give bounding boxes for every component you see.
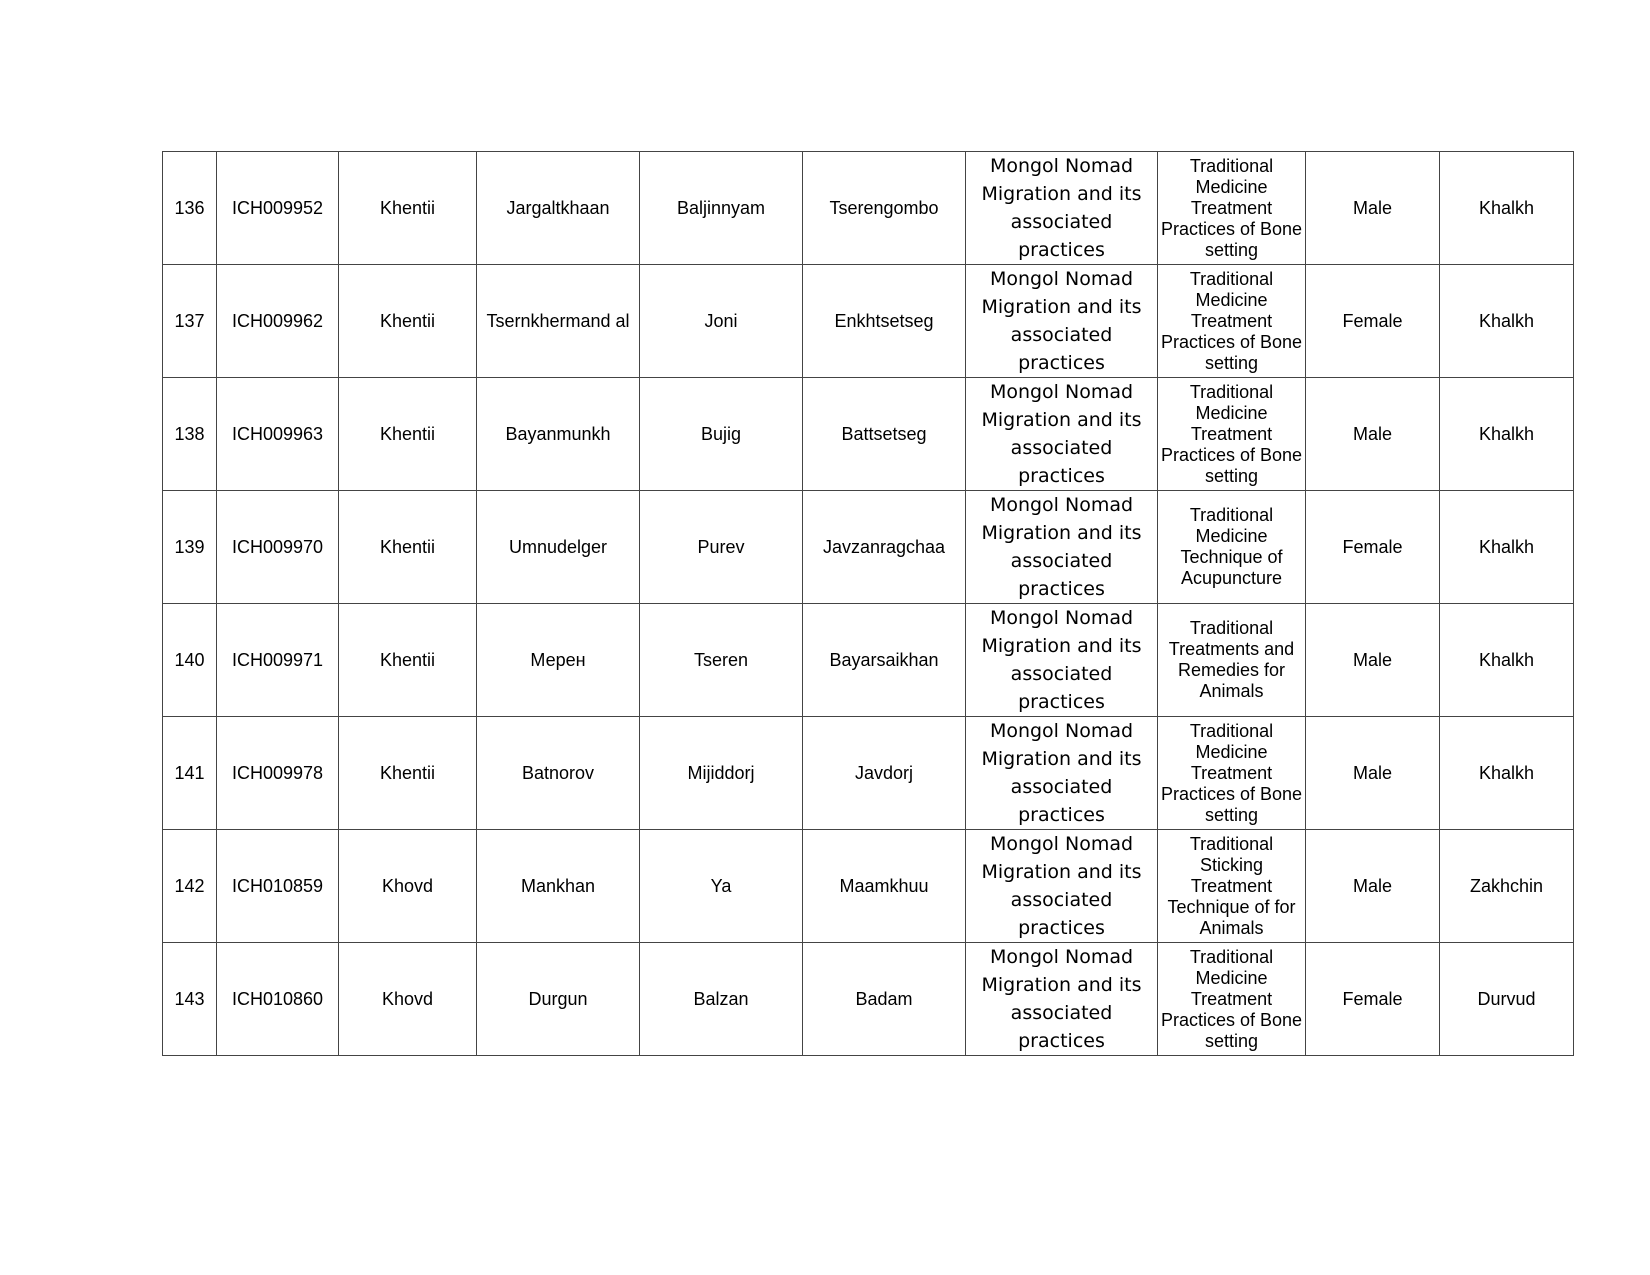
province-cell: Khentii bbox=[339, 265, 477, 378]
province-cell: Khovd bbox=[339, 943, 477, 1056]
element-cell: Mongol Nomad Migration and its associated practices bbox=[966, 943, 1158, 1056]
ethnicity-cell: Khalkh bbox=[1440, 604, 1574, 717]
registration-id-cell: ICH009952 bbox=[217, 152, 339, 265]
registration-id-cell: ICH009963 bbox=[217, 378, 339, 491]
row-number-cell: 142 bbox=[163, 830, 217, 943]
gender-cell: Female bbox=[1306, 491, 1440, 604]
element-cell: Mongol Nomad Migration and its associated practices bbox=[966, 265, 1158, 378]
gender-cell: Male bbox=[1306, 152, 1440, 265]
family-name-cell: Bayarsaikhan bbox=[803, 604, 966, 717]
table-row bbox=[163, 943, 1574, 1056]
family-name-cell: Tserengombo bbox=[803, 152, 966, 265]
ethnicity-cell: Khalkh bbox=[1440, 717, 1574, 830]
ethnicity-cell: Khalkh bbox=[1440, 152, 1574, 265]
gender-cell: Male bbox=[1306, 378, 1440, 491]
province-cell: Khentii bbox=[339, 152, 477, 265]
row-number-cell: 136 bbox=[163, 152, 217, 265]
element-cell: Mongol Nomad Migration and its associated practices bbox=[966, 491, 1158, 604]
row-number-cell: 140 bbox=[163, 604, 217, 717]
element-cell: Mongol Nomad Migration and its associated practices bbox=[966, 604, 1158, 717]
row-number-cell: 141 bbox=[163, 717, 217, 830]
element-cell: Mongol Nomad Migration and its associated practices bbox=[966, 378, 1158, 491]
ethnicity-cell: Khalkh bbox=[1440, 378, 1574, 491]
family-name-cell: Badam bbox=[803, 943, 966, 1056]
given-name-cell: Baljinnyam bbox=[640, 152, 803, 265]
given-name-cell: Balzan bbox=[640, 943, 803, 1056]
table-body bbox=[163, 152, 1574, 1056]
family-name-cell: Enkhtsetseg bbox=[803, 265, 966, 378]
registration-id-cell: ICH009962 bbox=[217, 265, 339, 378]
family-name-cell: Javzanragchaa bbox=[803, 491, 966, 604]
soum-cell: Tsernkhermand al bbox=[477, 265, 640, 378]
province-cell: Khentii bbox=[339, 604, 477, 717]
domain-cell: Traditional Treatments and Remedies for Animals bbox=[1158, 604, 1306, 717]
soum-cell: Umnudelger bbox=[477, 491, 640, 604]
ethnicity-cell: Durvud bbox=[1440, 943, 1574, 1056]
table-row bbox=[163, 491, 1574, 604]
given-name-cell: Joni bbox=[640, 265, 803, 378]
table-row bbox=[163, 265, 1574, 378]
table-row bbox=[163, 717, 1574, 830]
family-name-cell: Battsetseg bbox=[803, 378, 966, 491]
given-name-cell: Purev bbox=[640, 491, 803, 604]
table-row bbox=[163, 604, 1574, 717]
domain-cell: Traditional Medicine Technique of Acupuncture bbox=[1158, 491, 1306, 604]
registration-id-cell: ICH009971 bbox=[217, 604, 339, 717]
ethnicity-cell: Zakhchin bbox=[1440, 830, 1574, 943]
domain-cell: Traditional Medicine Treatment Practices of Bone setting bbox=[1158, 378, 1306, 491]
given-name-cell: Bujig bbox=[640, 378, 803, 491]
table-row bbox=[163, 378, 1574, 491]
province-cell: Khentii bbox=[339, 717, 477, 830]
domain-cell: Traditional Medicine Treatment Practices of Bone setting bbox=[1158, 152, 1306, 265]
row-number-cell: 143 bbox=[163, 943, 217, 1056]
given-name-cell: Mijiddorj bbox=[640, 717, 803, 830]
registration-id-cell: ICH010860 bbox=[217, 943, 339, 1056]
soum-cell: Мерен bbox=[477, 604, 640, 717]
gender-cell: Female bbox=[1306, 943, 1440, 1056]
table-row bbox=[163, 152, 1574, 265]
domain-cell: Traditional Medicine Treatment Practices of Bone setting bbox=[1158, 717, 1306, 830]
province-cell: Khovd bbox=[339, 830, 477, 943]
domain-cell: Traditional Sticking Treatment Technique of for Animals bbox=[1158, 830, 1306, 943]
province-cell: Khentii bbox=[339, 491, 477, 604]
bearers-table bbox=[162, 151, 1574, 1056]
given-name-cell: Tseren bbox=[640, 604, 803, 717]
row-number-cell: 139 bbox=[163, 491, 217, 604]
domain-cell: Traditional Medicine Treatment Practices of Bone setting bbox=[1158, 943, 1306, 1056]
province-cell: Khentii bbox=[339, 378, 477, 491]
row-number-cell: 138 bbox=[163, 378, 217, 491]
soum-cell: Mankhan bbox=[477, 830, 640, 943]
gender-cell: Female bbox=[1306, 265, 1440, 378]
element-cell: Mongol Nomad Migration and its associated practices bbox=[966, 152, 1158, 265]
soum-cell: Bayanmunkh bbox=[477, 378, 640, 491]
registration-id-cell: ICH009970 bbox=[217, 491, 339, 604]
given-name-cell: Ya bbox=[640, 830, 803, 943]
domain-cell: Traditional Medicine Treatment Practices of Bone setting bbox=[1158, 265, 1306, 378]
table-row bbox=[163, 830, 1574, 943]
gender-cell: Male bbox=[1306, 717, 1440, 830]
element-cell: Mongol Nomad Migration and its associated practices bbox=[966, 717, 1158, 830]
soum-cell: Batnorov bbox=[477, 717, 640, 830]
family-name-cell: Javdorj bbox=[803, 717, 966, 830]
ethnicity-cell: Khalkh bbox=[1440, 491, 1574, 604]
registration-id-cell: ICH009978 bbox=[217, 717, 339, 830]
soum-cell: Durgun bbox=[477, 943, 640, 1056]
registration-id-cell: ICH010859 bbox=[217, 830, 339, 943]
gender-cell: Male bbox=[1306, 604, 1440, 717]
ethnicity-cell: Khalkh bbox=[1440, 265, 1574, 378]
row-number-cell: 137 bbox=[163, 265, 217, 378]
element-cell: Mongol Nomad Migration and its associated practices bbox=[966, 830, 1158, 943]
soum-cell: Jargaltkhaan bbox=[477, 152, 640, 265]
gender-cell: Male bbox=[1306, 830, 1440, 943]
family-name-cell: Maamkhuu bbox=[803, 830, 966, 943]
